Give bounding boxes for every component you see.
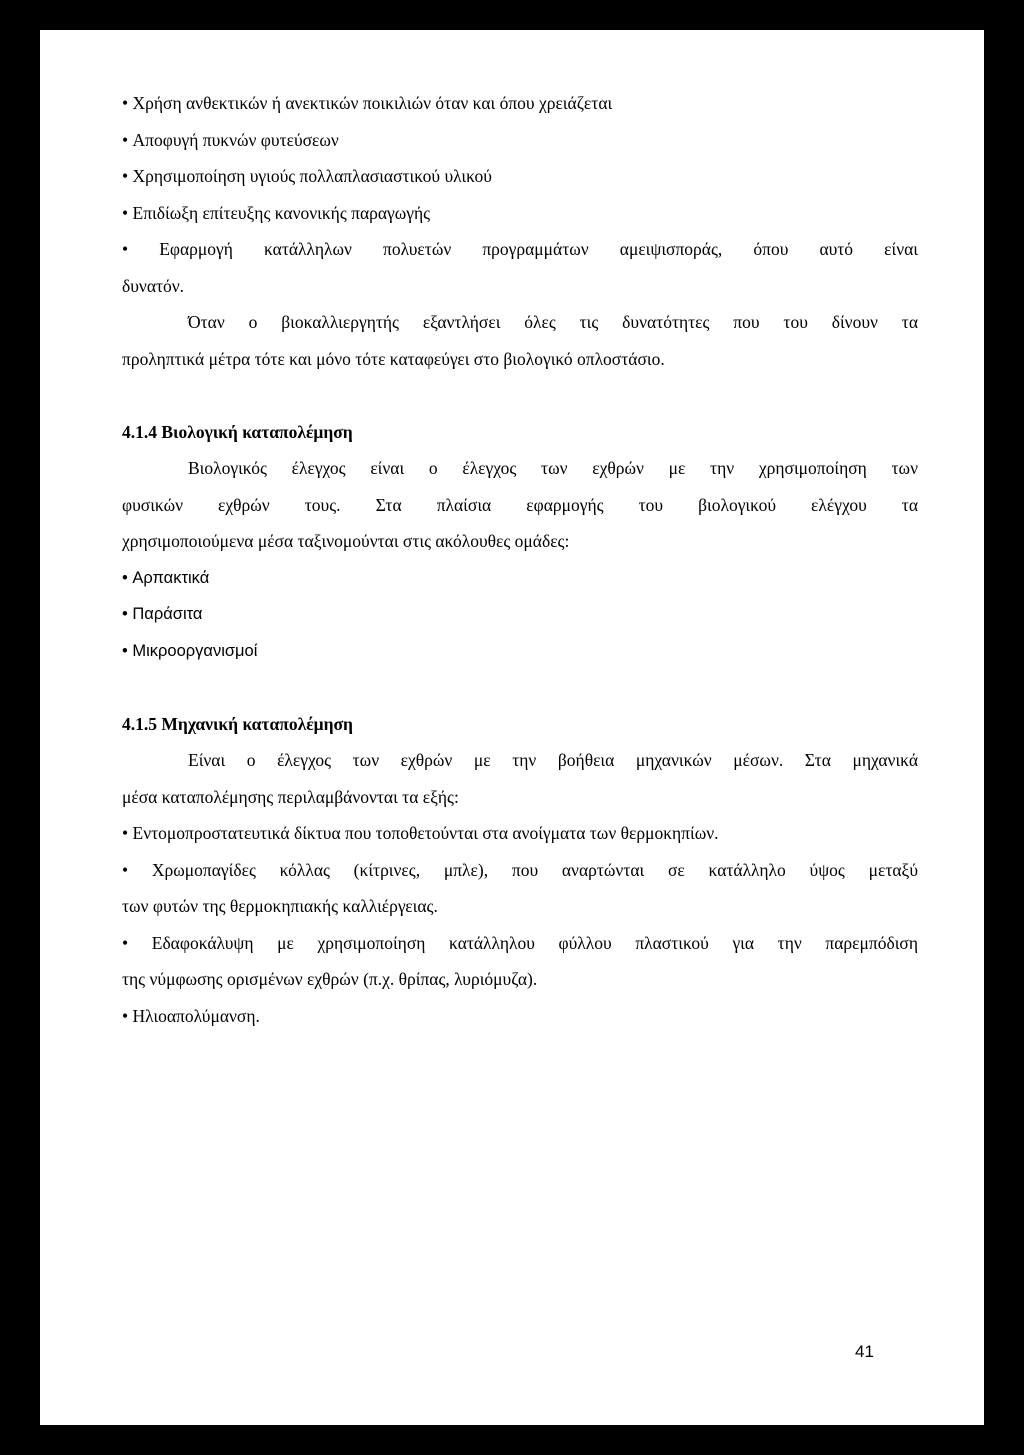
closing-paragraph-line: Όταν ο βιοκαλλιεργητής εξαντλήσει όλες τις δυνατότητες που του δίνουν τα	[188, 312, 918, 332]
intro-bullet: • Αποφυγή πυκνών φυτεύσεων	[122, 122, 918, 159]
list-item-continuation: των φυτών της θερμοκηπιακής καλλιέργειας.	[122, 896, 438, 916]
list-item: • Ηλιοαπολύμανση.	[122, 998, 918, 1035]
list-item: • Μικροοργανισμοί	[122, 633, 918, 670]
closing-paragraph-line: προληπτικά μέτρα τότε και μόνο τότε καταφεύγει στο βιολογικό οπλοστάσιο.	[122, 348, 665, 369]
list-item: • Αρπακτικά	[122, 560, 918, 597]
paragraph-line: Είναι ο έλεγχος των εχθρών με την βοήθεια μηχανικών μέσων. Στα μηχανικά	[188, 750, 918, 770]
intro-bullet: • Επιδίωξη επίτευξης κανονικής παραγωγής	[122, 195, 918, 232]
list-item: • Παράσιτα	[122, 596, 918, 633]
page-content	[122, 85, 918, 1034]
paragraph-line: φυσικών εχθρών τους. Στα πλαίσια εφαρμογής του βιολογικού ελέγχου τα	[122, 494, 918, 515]
section-number: 4.1.5	[122, 713, 157, 734]
paragraph-line: Βιολογικός έλεγχος είναι ο έλεγχος των εχθρών με την χρησιμοποίηση των	[188, 458, 918, 478]
section-title: Μηχανική καταπολέμηση	[161, 713, 353, 734]
list-item: • Χρωμοπαγίδες κόλλας (κίτρινες, μπλε), που αναρτώνται σε κατάλληλο ύψος μεταξύ	[122, 852, 918, 889]
intro-bullet: • Εφαρμογή κατάλληλων πολυετών προγραμμάτων αμειψισποράς, όπου αυτό είναι	[122, 231, 918, 268]
section-title: Βιολογική καταπολέμηση	[161, 421, 353, 442]
intro-bullet: • Χρήση ανθεκτικών ή ανεκτικών ποικιλιών όταν και όπου χρειάζεται	[122, 85, 918, 122]
document-page	[40, 30, 984, 1425]
list-item-continuation: της νύμφωσης ορισμένων εχθρών (π.χ. θρίπας, λυριόμυζα).	[122, 969, 538, 989]
section-number: 4.1.4	[122, 421, 157, 442]
paragraph-line: χρησιμοποιούμενα μέσα ταξινομούνται στις ακόλουθες ομάδες:	[122, 531, 570, 551]
list-item: • Εντομοπροστατευτικά δίκτυα που τοποθετούνται στα ανοίγματα των θερμοκηπίων.	[122, 815, 918, 852]
intro-bullet: • Χρησιμοποίηση υγιούς πολλαπλασιαστικού υλικού	[122, 158, 918, 195]
section-heading-mechanical	[122, 706, 918, 743]
paragraph-line: μέσα καταπολέμησης περιλαμβάνονται τα εξής:	[122, 786, 459, 807]
list-item: • Εδαφοκάλυψη με χρησιμοποίηση κατάλληλου φύλλου πλαστικού για την παρεμπόδιση	[122, 925, 918, 962]
intro-bullet-continuation: δυνατόν.	[122, 275, 185, 296]
section-heading-biological	[122, 414, 918, 451]
page-number: 41	[855, 1342, 874, 1361]
